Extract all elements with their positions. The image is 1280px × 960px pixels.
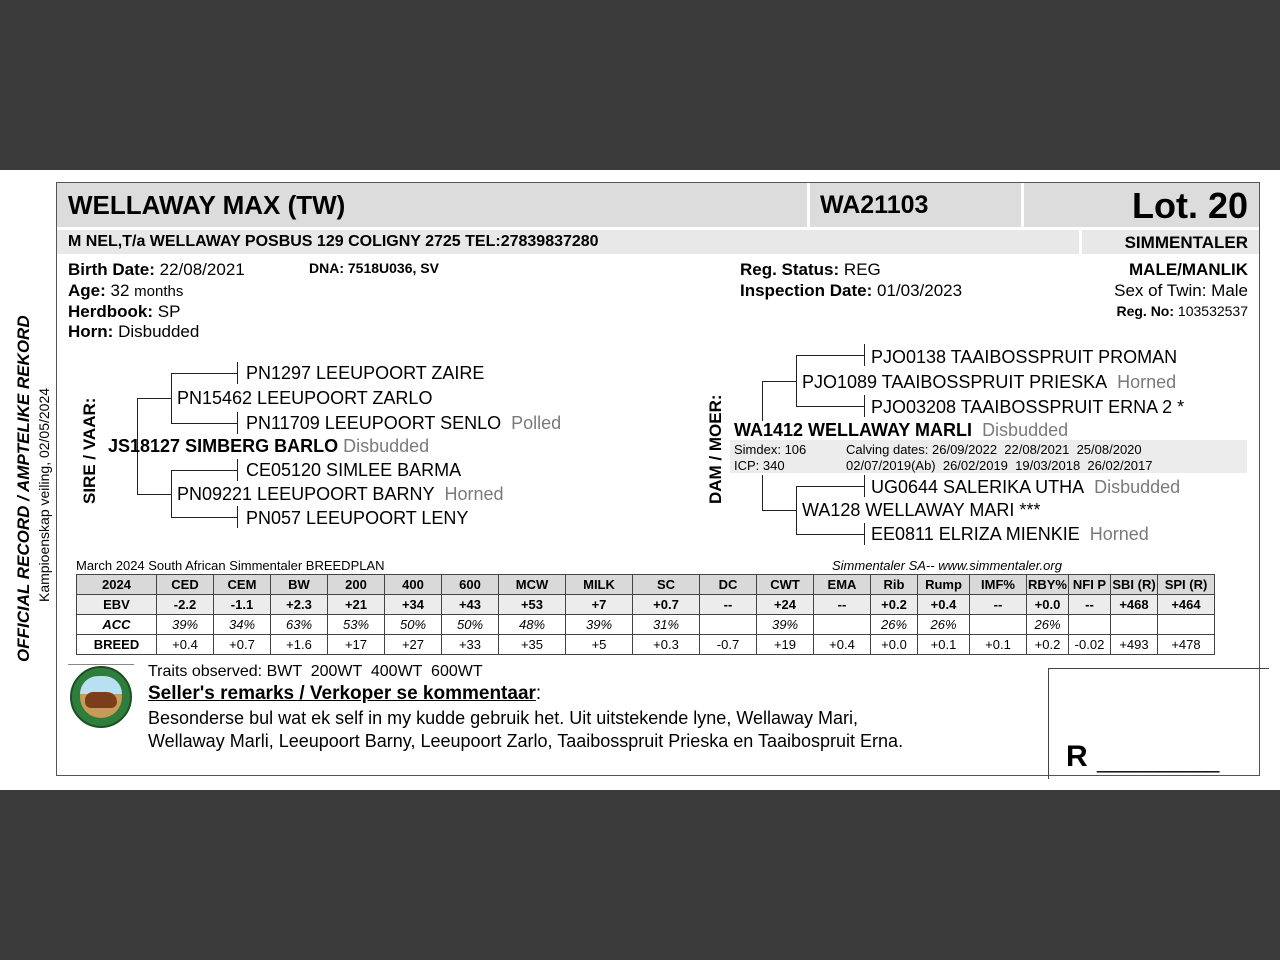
- sex-of-twin: Sex of Twin: Male: [1114, 281, 1248, 300]
- ebv-cell: +24: [757, 595, 814, 615]
- breedplan-caption: March 2024 South African Simmentaler BREEDPLAN: [76, 558, 385, 573]
- ebv-cell: 2024: [77, 575, 157, 595]
- ebv-cell: 200: [328, 575, 385, 595]
- ebv-cell: 26%: [918, 615, 970, 635]
- remarks-title: Seller's remarks / Verkoper se kommentaar:: [148, 683, 542, 704]
- ebv-cell: 31%: [633, 615, 700, 635]
- sire-sire-dam: PN11709 LEEUPOORT SENLO Polled: [246, 413, 562, 433]
- sire-label: SIRE / VAAR:: [80, 397, 99, 504]
- ebv-cell: +5: [566, 635, 633, 655]
- ebv-cell: EMA: [814, 575, 871, 595]
- ebv-cell: NFI P: [1069, 575, 1111, 595]
- ebv-cell: 400: [385, 575, 442, 595]
- dam-dam-dam: EE0811 ELRIZA MIENKIE Horned: [871, 524, 1149, 544]
- ebv-cell: +19: [757, 635, 814, 655]
- birth-date: Birth Date: 22/08/2021: [68, 260, 245, 279]
- ebv-cell: --: [1069, 595, 1111, 615]
- ebv-cell: +0.4: [814, 635, 871, 655]
- ebv-cell: 26%: [1027, 615, 1069, 635]
- traits-observed: Traits observed: BWT 200WT 400WT 600WT: [148, 663, 483, 680]
- ebv-cell: [1111, 615, 1158, 635]
- icp: ICP: 340: [734, 458, 785, 473]
- ebv-cell: IMF%: [970, 575, 1027, 595]
- sire-sire: PN15462 LEEUPOORT ZARLO: [177, 388, 433, 408]
- dna-info: DNA: 7518U036, SV: [309, 260, 439, 276]
- ebv-cell: +464: [1158, 595, 1215, 615]
- ebv-cell: Rump: [918, 575, 970, 595]
- sire-dam-sire: CE05120 SIMLEE BARMA: [246, 460, 462, 480]
- auction-date-label: Kampioenskap veiling, 02/05/2024: [36, 387, 52, 602]
- ebv-cell: DC: [700, 575, 757, 595]
- ebv-cell: [700, 615, 757, 635]
- ebv-cell: +0.0: [871, 635, 918, 655]
- ebv-cell: CEM: [214, 575, 271, 595]
- ebv-cell: 600: [442, 575, 499, 595]
- herdbook: Herdbook: SP: [68, 302, 181, 321]
- dam-dam-sire: UG0644 SALERIKA UTHA Disbudded: [871, 477, 1181, 497]
- ebv-cell: 39%: [566, 615, 633, 635]
- dam: WA1412 WELLAWAY MARLI Disbudded: [734, 420, 1069, 440]
- ebv-cell: 50%: [442, 615, 499, 635]
- ebv-cell: +0.1: [970, 635, 1027, 655]
- ebv-cell: +0.2: [871, 595, 918, 615]
- inspection-date: Inspection Date: 01/03/2023: [740, 281, 963, 300]
- ebv-cell: +33: [442, 635, 499, 655]
- ebv-cell: 34%: [214, 615, 271, 635]
- ebv-cell: +1.6: [271, 635, 328, 655]
- ebv-cell: +7: [566, 595, 633, 615]
- ebv-cell: +0.0: [1027, 595, 1069, 615]
- ebv-breed-avg-row: [77, 635, 1215, 655]
- ebv-cell: +493: [1111, 635, 1158, 655]
- remarks-line-2: Wellaway Marli, Leeupoort Barny, Leeupoort Zarlo, Taaibosspruit Prieska en Taaibospruit Erna.: [148, 731, 904, 751]
- ebv-cell: ACC: [77, 615, 157, 635]
- sire-dam-dam: PN057 LEEUPOORT LENY: [246, 508, 469, 528]
- ebv-cell: SC: [633, 575, 700, 595]
- animal-name: WELLAWAY MAX (TW): [68, 190, 346, 220]
- ebv-cell: +17: [328, 635, 385, 655]
- ebv-cell: +0.7: [633, 595, 700, 615]
- lot-number: Lot. 20: [1131, 185, 1248, 226]
- ebv-cell: -2.2: [157, 595, 214, 615]
- ebv-cell: +35: [499, 635, 566, 655]
- ebv-cell: [814, 615, 871, 635]
- breedplan-site: Simmentaler SA-- www.simmentaler.org: [832, 558, 1062, 573]
- ebv-cell: 39%: [157, 615, 214, 635]
- ebv-cell: SPI (R): [1158, 575, 1215, 595]
- ebv-cell: +0.7: [214, 635, 271, 655]
- ebv-cell: CED: [157, 575, 214, 595]
- calving-dates: Calving dates: 26/09/2022 22/08/2021 25/08/2020: [846, 442, 1142, 457]
- ebv-cell: 26%: [871, 615, 918, 635]
- ebv-cell: --: [970, 595, 1027, 615]
- ebv-cell: BREED: [77, 635, 157, 655]
- remarks-line-1: Besonderse bul wat ek self in my kudde gebruik het. Uit uitstekende lyne, Wellaway Mari,: [148, 708, 859, 728]
- animal-record-sheet: [0, 170, 1280, 790]
- animal-id: WA21103: [820, 191, 929, 219]
- owner-details: M NEL,T/a WELLAWAY POSBUS 129 COLIGNY 2725 TEL:27839837280: [68, 233, 599, 250]
- dam-label: DAM / MOER:: [706, 394, 725, 504]
- simmentaler-logo: [70, 666, 132, 728]
- ebv-cell: RBY%: [1027, 575, 1069, 595]
- ebv-cell: [1158, 615, 1215, 635]
- dam-sire-dam: PJO03208 TAAIBOSSPRUIT ERNA 2 *: [871, 397, 1185, 417]
- ebv-cell: +21: [328, 595, 385, 615]
- ebv-cell: +478: [1158, 635, 1215, 655]
- ebv-cell: +0.3: [633, 635, 700, 655]
- ebv-cell: +0.4: [157, 635, 214, 655]
- ebv-cell: +43: [442, 595, 499, 615]
- ebv-cell: SBI (R): [1111, 575, 1158, 595]
- ebv-cell: 39%: [757, 615, 814, 635]
- calving-dates-cont: 02/07/2019(Ab) 26/02/2019 19/03/2018 26/02/2017: [846, 458, 1153, 473]
- breed-name: SIMMENTALER: [1124, 233, 1248, 252]
- ebv-cell: MCW: [499, 575, 566, 595]
- dam-sire-sire: PJO0138 TAAIBOSSPRUIT PROMAN: [871, 347, 1178, 367]
- ebv-cell: --: [700, 595, 757, 615]
- ebv-cell: 48%: [499, 615, 566, 635]
- price-field[interactable]: __________: [1097, 748, 1220, 773]
- ebv-cell: +468: [1111, 595, 1158, 615]
- ebv-cell: [970, 615, 1027, 635]
- ebv-cell: [1069, 615, 1111, 635]
- ebv-table: [76, 574, 1215, 655]
- ebv-header-row: [77, 575, 1215, 595]
- ebv-cell: CWT: [757, 575, 814, 595]
- age: Age: 32 months: [68, 281, 184, 300]
- price-label: R: [1066, 740, 1088, 773]
- ebv-cell: +2.3: [271, 595, 328, 615]
- official-record-label: OFFICIAL RECORD / AMPTELIKE REKORD: [14, 315, 33, 662]
- reg-status: Reg. Status: REG: [740, 260, 881, 279]
- sire: JS18127 SIMBERG BARLO Disbudded: [108, 436, 430, 456]
- sire-sire-sire: PN1297 LEEUPOORT ZAIRE: [246, 363, 485, 383]
- ebv-cell: +27: [385, 635, 442, 655]
- ebv-cell: 63%: [271, 615, 328, 635]
- ebv-accuracy-row: [77, 615, 1215, 635]
- ebv-cell: MILK: [566, 575, 633, 595]
- ebv-cell: -1.1: [214, 595, 271, 615]
- ebv-cell: Rib: [871, 575, 918, 595]
- ebv-cell: --: [814, 595, 871, 615]
- ebv-cell: 53%: [328, 615, 385, 635]
- dam-sire: PJO1089 TAAIBOSSPRUIT PRIESKA Horned: [802, 372, 1177, 392]
- ebv-cell: +0.2: [1027, 635, 1069, 655]
- ebv-cell: 50%: [385, 615, 442, 635]
- ebv-cell: -0.7: [700, 635, 757, 655]
- ebv-cell: +0.4: [918, 595, 970, 615]
- ebv-cell: -0.02: [1069, 635, 1111, 655]
- ebv-cell: +53: [499, 595, 566, 615]
- sex: MALE/MANLIK: [1129, 260, 1248, 279]
- reg-number: Reg. No: 103532537: [1116, 303, 1248, 319]
- simdex: Simdex: 106: [734, 442, 807, 457]
- ebv-cell: EBV: [77, 595, 157, 615]
- ebv-cell: +34: [385, 595, 442, 615]
- ebv-cell: BW: [271, 575, 328, 595]
- sire-dam: PN09221 LEEUPOORT BARNY Horned: [177, 484, 504, 504]
- dam-dam: WA128 WELLAWAY MARI ***: [802, 500, 1041, 520]
- ebv-cell: +0.1: [918, 635, 970, 655]
- ebv-values-row: [77, 595, 1215, 615]
- horn-status: Horn: Disbudded: [68, 322, 200, 341]
